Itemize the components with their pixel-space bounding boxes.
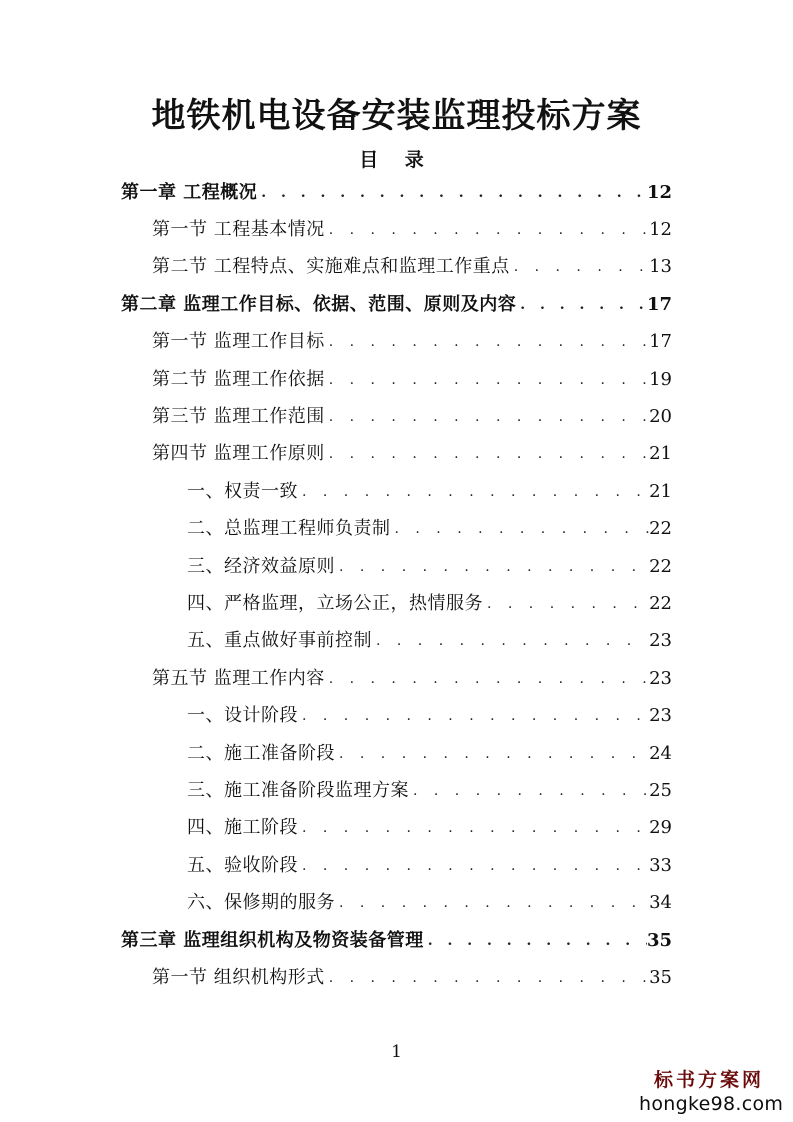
toc-entry-page: 33 [649, 854, 672, 876]
toc-entry-page: 17 [646, 293, 672, 315]
toc-dot-leader [516, 298, 647, 312]
toc-entry-label: 第二章 监理工作目标、依据、范围、原则及内容 [121, 293, 517, 315]
toc-entry-label: 三、施工准备阶段监理方案 [187, 779, 409, 801]
toc-entry[interactable] [187, 585, 672, 622]
toc-entry[interactable] [187, 772, 672, 809]
toc-entry-label: 三、经济效益原则 [187, 555, 335, 577]
toc-dot-leader [510, 260, 649, 274]
toc-dot-leader [335, 560, 649, 574]
toc-entry-page: 22 [649, 555, 672, 577]
watermark-domain: hongke98.com [639, 1093, 784, 1115]
toc-entry[interactable] [187, 847, 672, 884]
watermark-chinese: 标书方案网 [653, 1069, 764, 1091]
toc-entry-label: 第三节 监理工作范围 [152, 405, 325, 427]
toc-dot-leader [298, 709, 649, 723]
toc-entry-label: 二、总监理工程师负责制 [187, 518, 391, 540]
toc-heading: 目 录 [359, 149, 434, 171]
toc-dot-leader [298, 859, 649, 873]
toc-entry[interactable] [152, 211, 672, 248]
toc-entry[interactable] [152, 324, 672, 361]
toc-entry[interactable] [152, 398, 672, 435]
toc-entry-label: 第一节 组织机构形式 [152, 966, 325, 988]
toc-entry[interactable] [152, 249, 672, 286]
toc-entry-page: 12 [649, 218, 672, 240]
toc-dot-leader [325, 447, 649, 461]
toc-entry-label: 第一节 监理工作目标 [152, 331, 325, 353]
toc-entry-label: 四、严格监理，立场公正，热情服务 [187, 592, 483, 614]
toc-entry[interactable] [187, 511, 672, 548]
toc-entry[interactable] [152, 959, 672, 996]
toc-entry-page: 21 [649, 443, 672, 465]
toc-entry[interactable] [187, 810, 672, 847]
toc-entry-page: 20 [649, 405, 672, 427]
toc-dot-leader [325, 971, 649, 985]
toc-entry-label: 第五节 监理工作内容 [152, 667, 325, 689]
toc-entry[interactable] [152, 361, 672, 398]
document-title: 地铁机电设备安装监理投标方案 [151, 96, 642, 136]
toc-entry-page: 35 [649, 966, 672, 988]
toc-dot-leader [391, 522, 650, 536]
toc-entry-page: 23 [649, 630, 672, 652]
toc-entry-label: 六、保修期的服务 [187, 892, 335, 914]
toc-entry-label: 第三章 监理组织机构及物资装备管理 [121, 929, 424, 951]
toc-dot-leader [335, 896, 649, 910]
toc-entry-label: 五、重点做好事前控制 [187, 630, 372, 652]
toc-dot-leader [257, 186, 647, 200]
toc-entry-page: 34 [649, 892, 672, 914]
toc-entry-page: 22 [649, 592, 672, 614]
toc-entry[interactable] [152, 436, 672, 473]
toc-dot-leader [409, 784, 649, 798]
toc-entry[interactable] [187, 885, 672, 922]
toc-entry-label: 一、设计阶段 [187, 705, 298, 727]
toc-dot-leader [325, 223, 649, 237]
toc-entry-label: 第一节 工程基本情况 [152, 218, 325, 240]
toc-dot-leader [335, 747, 649, 761]
toc-entry-page: 24 [649, 742, 672, 764]
toc-entry-page: 21 [649, 480, 672, 502]
page-number: 1 [391, 1042, 402, 1062]
toc-entry[interactable] [121, 286, 672, 323]
toc-entry-label: 四、施工阶段 [187, 817, 298, 839]
toc-entry-label: 第一章 工程概况 [121, 181, 258, 203]
toc-entry[interactable] [152, 660, 672, 697]
toc-dot-leader [325, 672, 649, 686]
toc-entry[interactable] [121, 922, 672, 959]
toc-entry[interactable] [187, 698, 672, 735]
toc-dot-leader [483, 597, 649, 611]
toc-dot-leader [372, 634, 649, 648]
toc-entry-label: 一、权责一致 [187, 480, 298, 502]
toc-entry[interactable] [121, 174, 672, 211]
toc-dot-leader [298, 485, 649, 499]
toc-entry-label: 二、施工准备阶段 [187, 742, 335, 764]
toc-entry-page: 29 [649, 817, 672, 839]
watermark [639, 1068, 784, 1116]
toc-entry-page: 19 [649, 368, 672, 390]
toc-entry-page: 25 [649, 779, 672, 801]
toc-entry-page: 13 [649, 256, 672, 278]
toc-entry-page: 12 [646, 181, 672, 203]
toc-entry[interactable] [187, 473, 672, 510]
toc-dot-leader [325, 410, 649, 424]
toc-dot-leader [325, 335, 649, 349]
toc-entry[interactable] [187, 735, 672, 772]
toc-entry-label: 第二节 工程特点、实施难点和监理工作重点 [152, 256, 510, 278]
toc-entry-label: 第二节 监理工作依据 [152, 368, 325, 390]
toc-entry-label: 五、验收阶段 [187, 854, 298, 876]
toc-entry[interactable] [187, 623, 672, 660]
toc-entry-label: 第四节 监理工作原则 [152, 443, 325, 465]
toc-dot-leader [424, 934, 647, 948]
toc-entry-page: 23 [649, 705, 672, 727]
toc-entry-page: 17 [649, 331, 672, 353]
toc-entry-page: 22 [649, 518, 672, 540]
toc-entry[interactable] [187, 548, 672, 585]
toc-dot-leader [325, 373, 649, 387]
toc-dot-leader [298, 821, 649, 835]
toc-entry-page: 35 [646, 929, 672, 951]
toc-entry-page: 23 [649, 667, 672, 689]
